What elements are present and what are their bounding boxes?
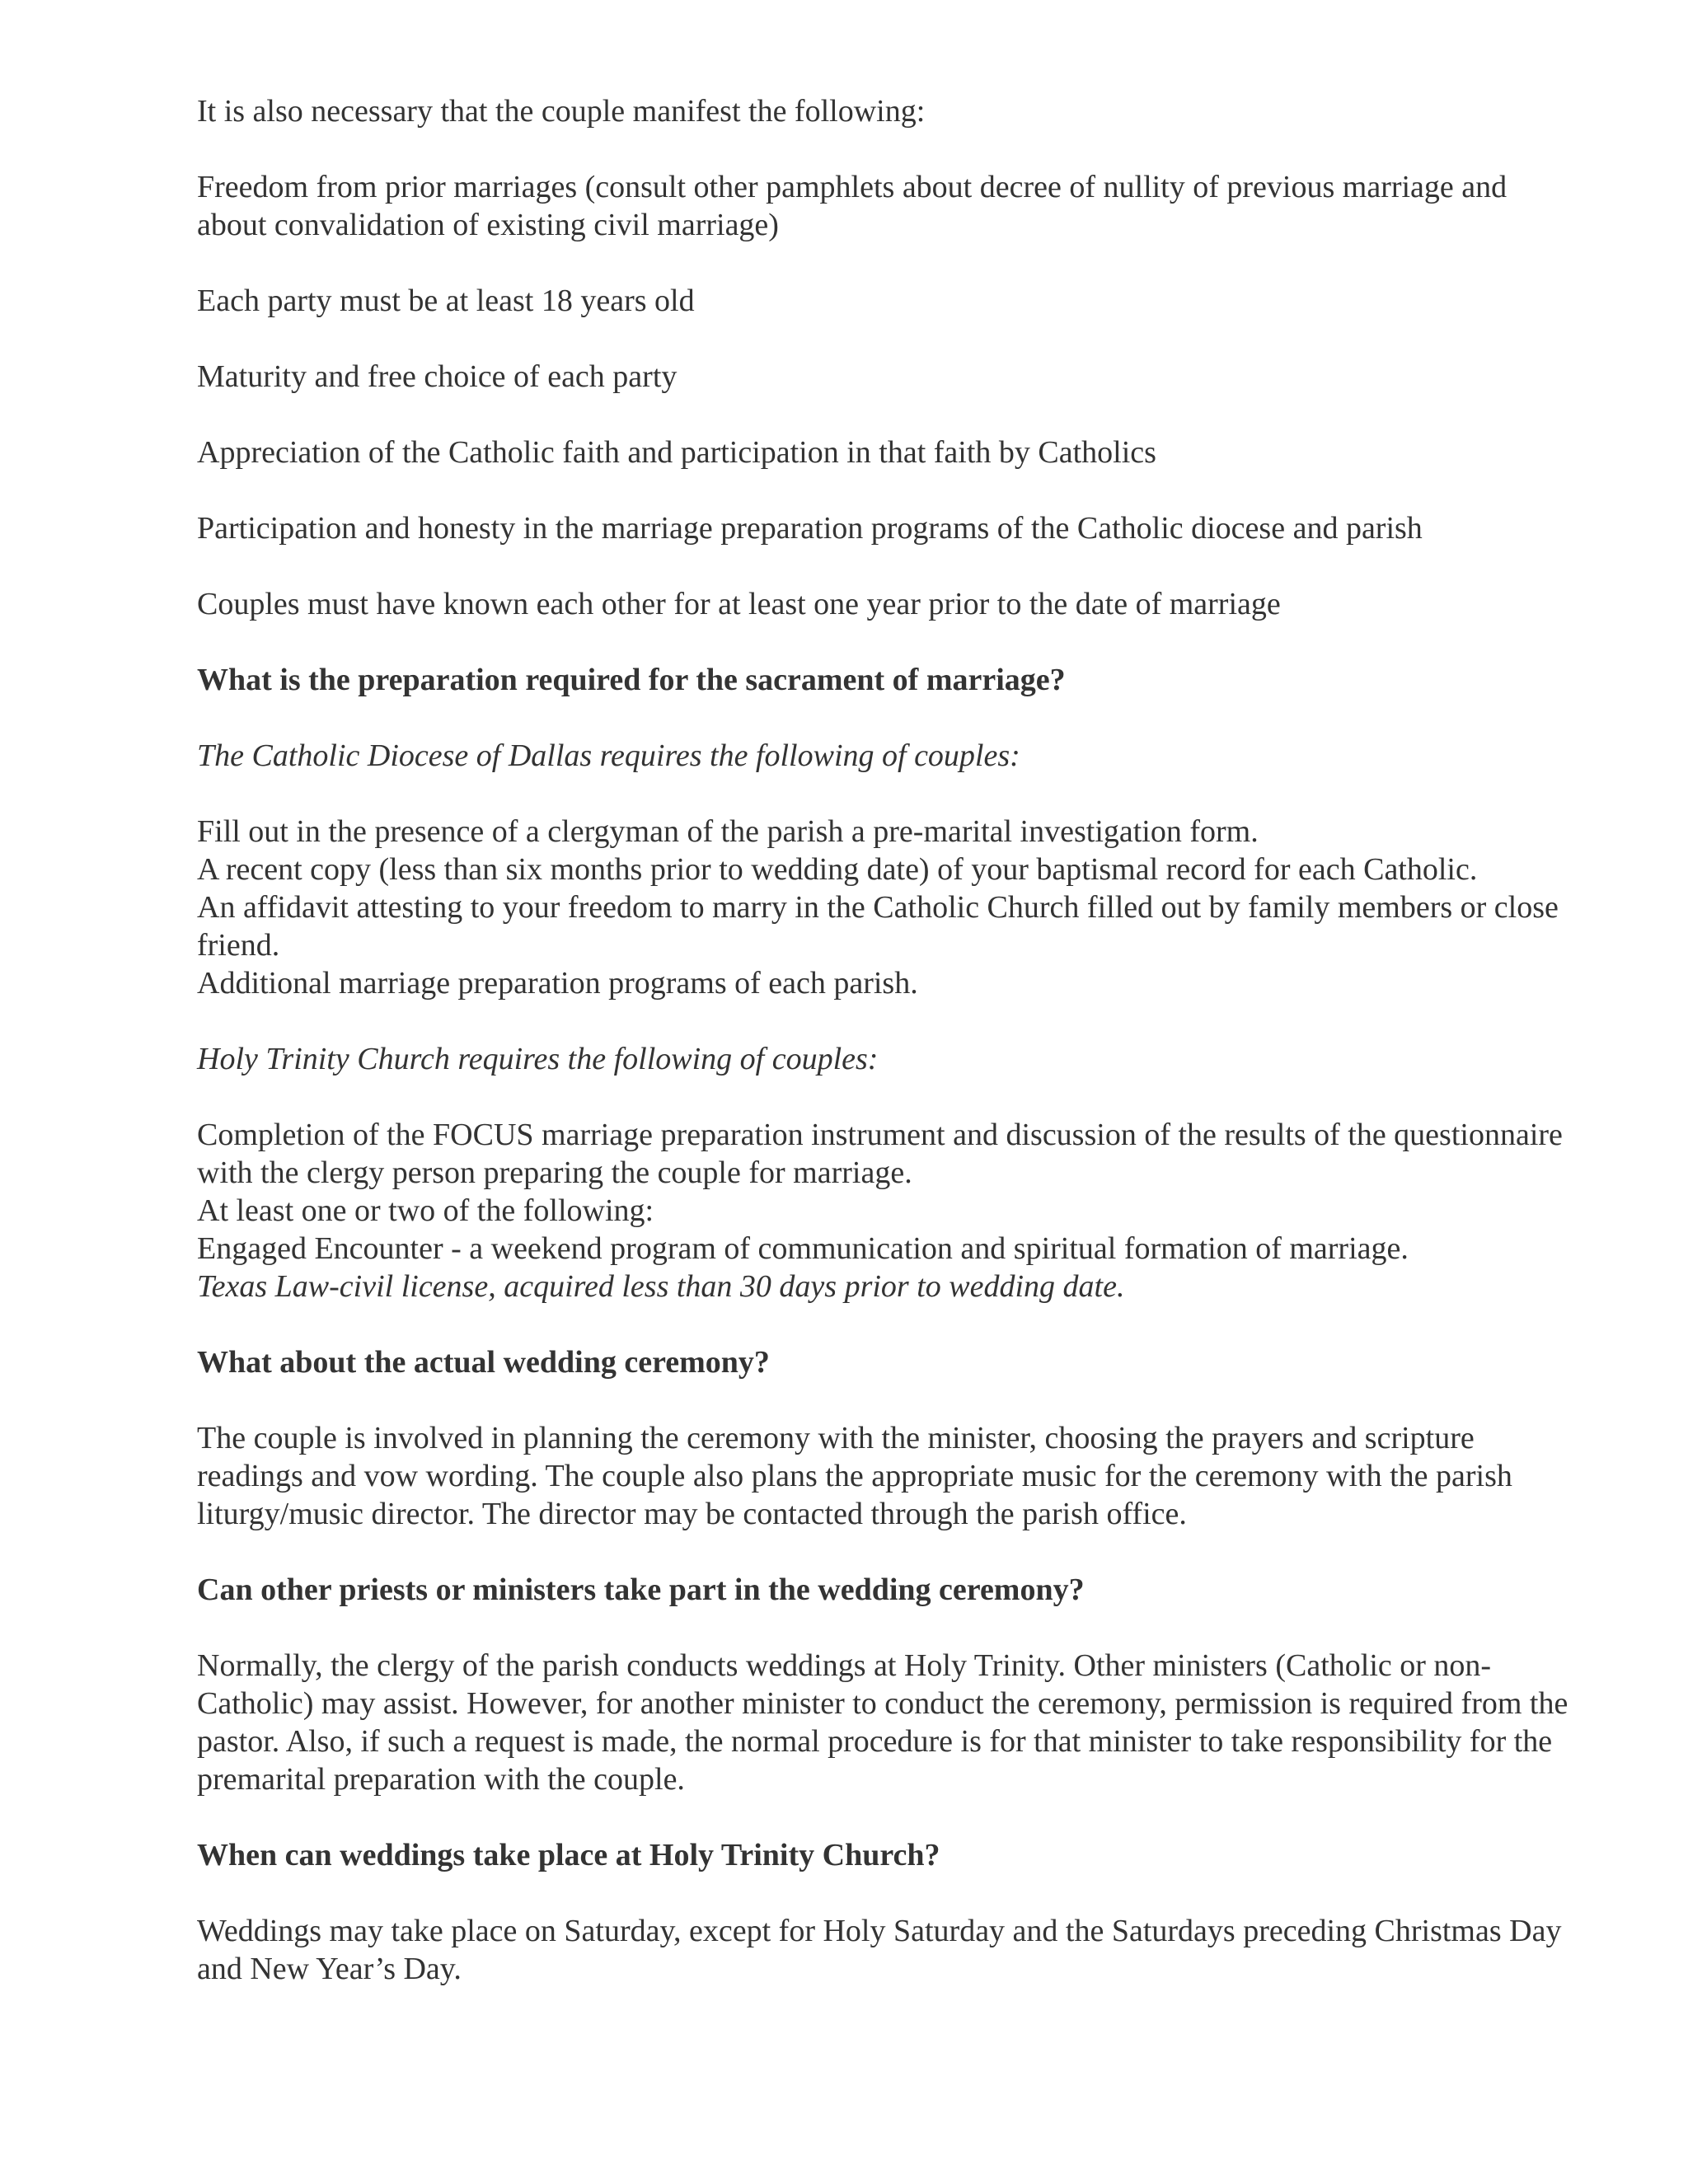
diocese-item-affidavit: An affidavit attesting to your freedom to marry in the Catholic Church filled out by family members or close friend. [197, 890, 1559, 963]
parish-list [197, 1116, 1582, 1305]
diocese-item-baptismal-record: A recent copy (less than six months prior to wedding date) of your baptismal record for each Catholic. [197, 852, 1478, 887]
diocese-list [197, 813, 1582, 1002]
ceremony-body: The couple is involved in planning the ceremony with the minister, choosing the prayers and scripture readings and vow wording. The couple also plans the appropriate music for the ceremony with the parish liturgy/music director. The director may be contacted through the parish office. [197, 1421, 1512, 1531]
diocese-label: The Catholic Diocese of Dallas requires the following of couples: [197, 738, 1020, 773]
requirement-faith: Appreciation of the Catholic faith and participation in that faith by Catholics [197, 435, 1156, 470]
requirement-maturity: Maturity and free choice of each party [197, 359, 678, 394]
requirement-age: Each party must be at least 18 years old [197, 284, 695, 318]
texas-law-note: Texas Law-civil license, acquired less than 30 days prior to wedding date. [197, 1269, 1125, 1304]
heading-ceremony: What about the actual wedding ceremony? [197, 1345, 770, 1380]
document-page [197, 92, 1582, 1988]
parish-item-focus: Completion of the FOCUS marriage preparation instrument and discussion of the results of the questionnaire with the clergy person preparing the couple for marriage. [197, 1118, 1563, 1190]
heading-ministers: Can other priests or ministers take part in the wedding ceremony? [197, 1572, 1085, 1607]
diocese-item-additional-programs: Additional marriage preparation programs of each parish. [197, 966, 918, 1001]
heading-preparation: What is the preparation required for the sacrament of marriage? [197, 663, 1066, 697]
ministers-body: Normally, the clergy of the parish conducts weddings at Holy Trinity. Other ministers (Catholic or non-Catholic) may assist. However, for another minister to conduct the ceremony, permission is required from the pastor. Also, if such a request is made, the normal procedure is for that minister to take responsibility for the premarital preparation with the couple. [197, 1648, 1568, 1797]
parish-label: Holy Trinity Church requires the following of couples: [197, 1042, 879, 1076]
heading-when: When can weddings take place at Holy Trinity Church? [197, 1838, 940, 1872]
parish-item-one-or-two: At least one or two of the following: [197, 1193, 654, 1228]
requirement-freedom: Freedom from prior marriages (consult other pamphlets about decree of nullity of previous marriage and about convalidation of existing civil marriage) [197, 170, 1507, 242]
requirement-participation: Participation and honesty in the marriage preparation programs of the Catholic diocese and parish [197, 511, 1423, 546]
requirement-known-one-year: Couples must have known each other for at least one year prior to the date of marriage [197, 587, 1281, 621]
parish-item-engaged-encounter: Engaged Encounter - a weekend program of communication and spiritual formation of marriage. [197, 1231, 1409, 1266]
intro-text: It is also necessary that the couple manifest the following: [197, 94, 926, 129]
diocese-item-investigation-form: Fill out in the presence of a clergyman of the parish a pre-marital investigation form. [197, 814, 1259, 849]
when-body: Weddings may take place on Saturday, except for Holy Saturday and the Saturdays preceding Christmas Day and New Year’s Day. [197, 1914, 1562, 1986]
